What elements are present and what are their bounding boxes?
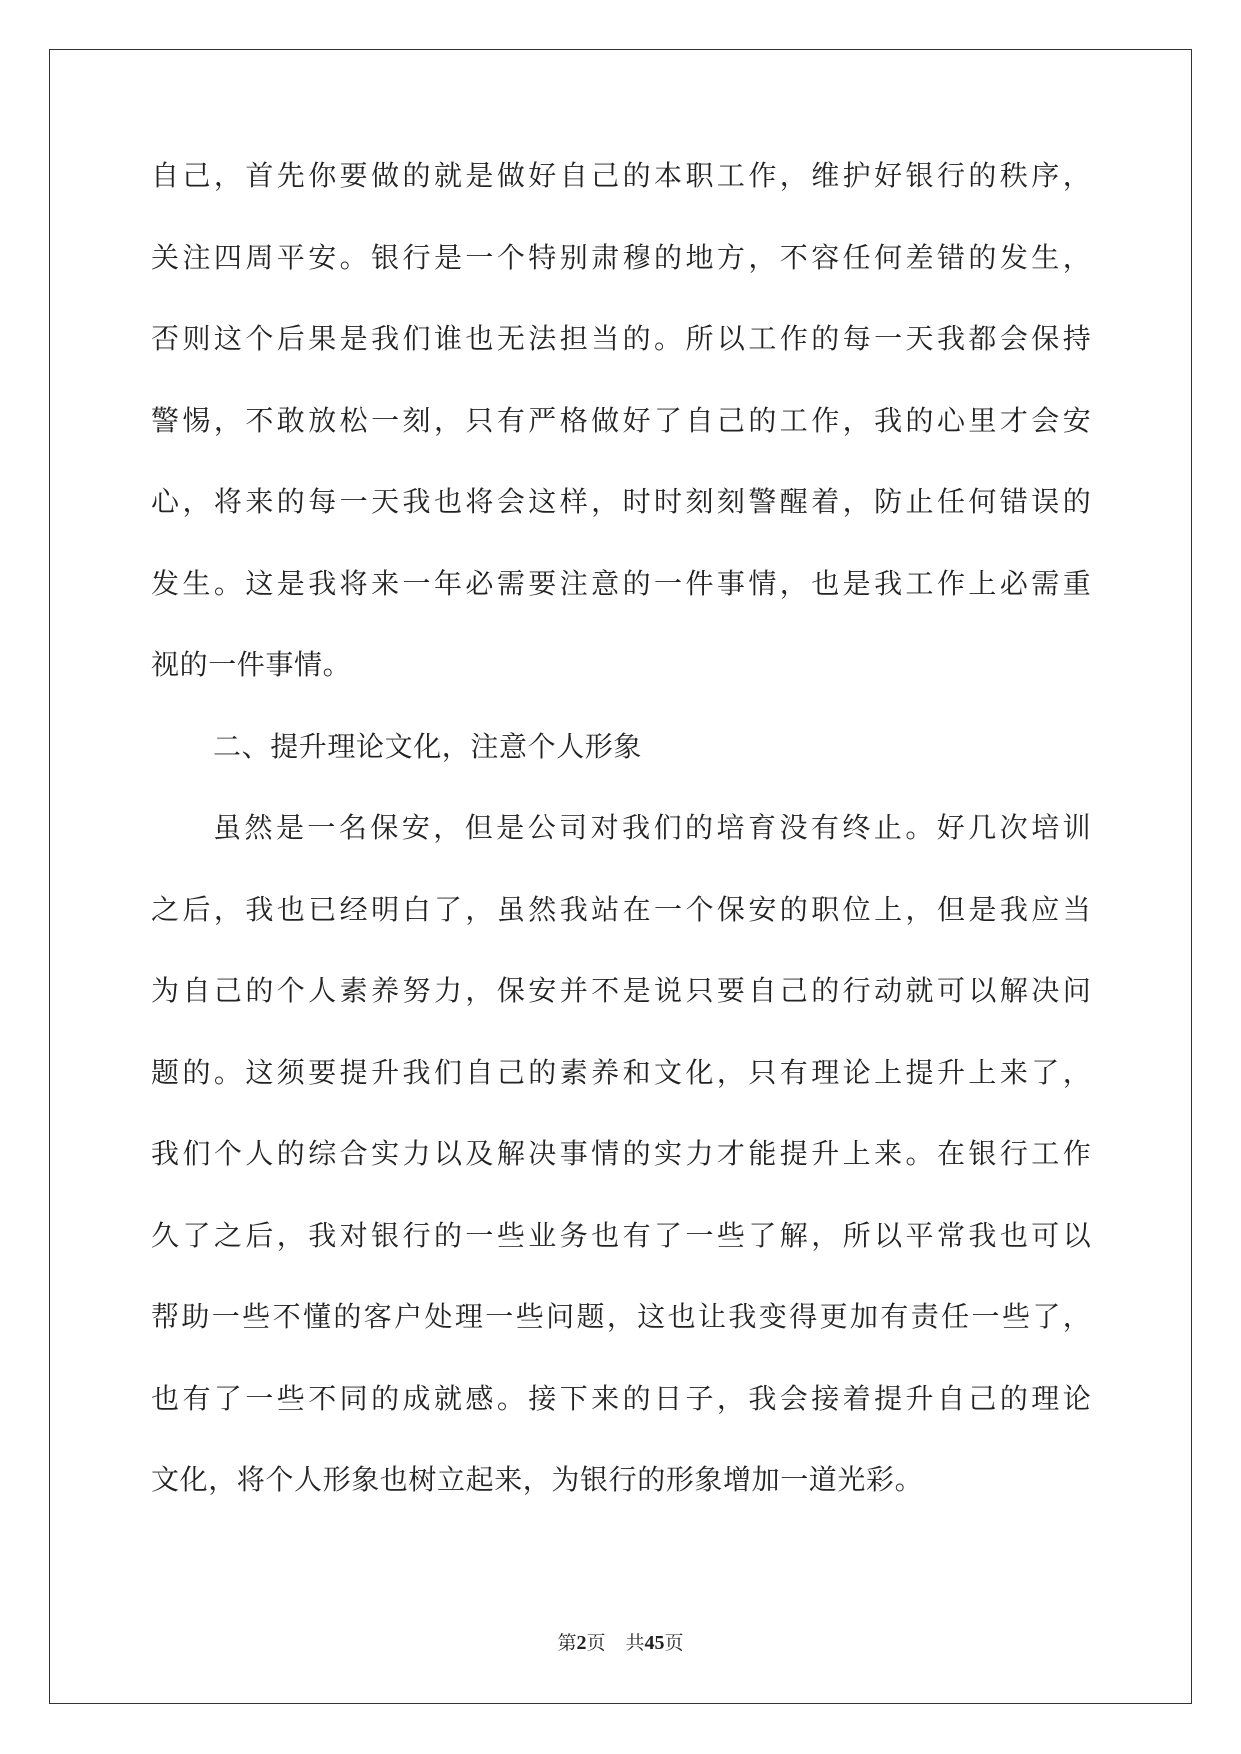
text-line: 否 则 这 个 后 果 是 我 们 谁 也 无 法 担 当 的 。 所 以 工 作 的 每 一 天 我 都 会 保 持: [151, 322, 1091, 355]
text-line: 二、提升理论文化，注意个人形象: [213, 729, 643, 763]
footer-total-pages: 45: [644, 1632, 665, 1654]
text-line: 之 后 ， 我 也 已 经 明 白 了 ， 虽 然 我 站 在 一 个 保 安 的 职 位 上 ， 但 是 我 应 当: [151, 892, 1091, 926]
text-line: 文化，将个人形象也树立起来，为银行的形象增加一道光彩。: [151, 1463, 924, 1496]
text-line: 心 ， 将 来 的 每 一 天 我 也 将 会 这 样 ， 时 时 刻 刻 警 醒 着 ， 防 止 任 何 错 误 的: [151, 485, 1091, 518]
text-line: 我 们 个 人 的 综 合 实 力 以 及 解 决 事 情 的 实 力 才 能 提 升 上 来 。 在 银 行 工 作: [151, 1137, 1091, 1170]
text-line: 帮 助 一 些 不 懂 的 客 户 处 理 一 些 问 题 ， 这 也 让 我 变 得 更 加 有 责 任 一 些 了 ，: [151, 1300, 1091, 1333]
footer-page-prefix: 第: [557, 1632, 577, 1654]
text-line: 视的一件事情。: [151, 648, 352, 681]
text-line: 关 注 四 周 平 安 。 银 行 是 一 个 特 别 肃 穆 的 地 方 ， 不 容 任 何 差 错 的 发 生 ，: [151, 240, 1091, 274]
footer-total-suffix: 页: [664, 1632, 684, 1654]
text-line: 题 的 。 这 须 要 提 升 我 们 自 己 的 素 养 和 文 化 ， 只 有 理 论 上 提 升 上 来 了 ，: [151, 1055, 1091, 1089]
text-line: 久 了 之 后 ， 我 对 银 行 的 一 些 业 务 也 有 了 一 些 了 解 ， 所 以 平 常 我 也 可 以: [151, 1218, 1091, 1252]
text-line: 自 己 ， 首 先 你 要 做 的 就 是 做 好 自 己 的 本 职 工 作 ， 维 护 好 银 行 的 秩 序 ，: [151, 159, 1091, 192]
text-line: 虽 然 是 一 名 保 安 ， 但 是 公 司 对 我 们 的 培 育 没 有 终 止 。 好 几 次 培 训: [213, 811, 1091, 844]
text-line: 也 有 了 一 些 不 同 的 成 就 感 。 接 下 来 的 日 子 ， 我 会 接 着 提 升 自 己 的 理 论: [151, 1381, 1091, 1415]
text-line: 警 惕 ， 不 敢 放 松 一 刻 ， 只 有 严 格 做 好 了 自 己 的 工 作 ， 我 的 心 里 才 会 安: [151, 403, 1091, 437]
text-line: 发 生 。 这 是 我 将 来 一 年 必 需 要 注 意 的 一 件 事 情 ， 也 是 我 工 作 上 必 需 重: [151, 566, 1091, 600]
footer-total-prefix: 共: [625, 1632, 645, 1654]
document-body: [151, 159, 1091, 1548]
footer-page-suffix: 页: [586, 1632, 606, 1654]
page-footer: [0, 1633, 1241, 1653]
footer-page-number: 2: [576, 1632, 587, 1654]
text-line: 为 自 己 的 个 人 素 养 努 力 ， 保 安 并 不 是 说 只 要 自 己 的 行 动 就 可 以 解 决 问: [151, 974, 1091, 1007]
